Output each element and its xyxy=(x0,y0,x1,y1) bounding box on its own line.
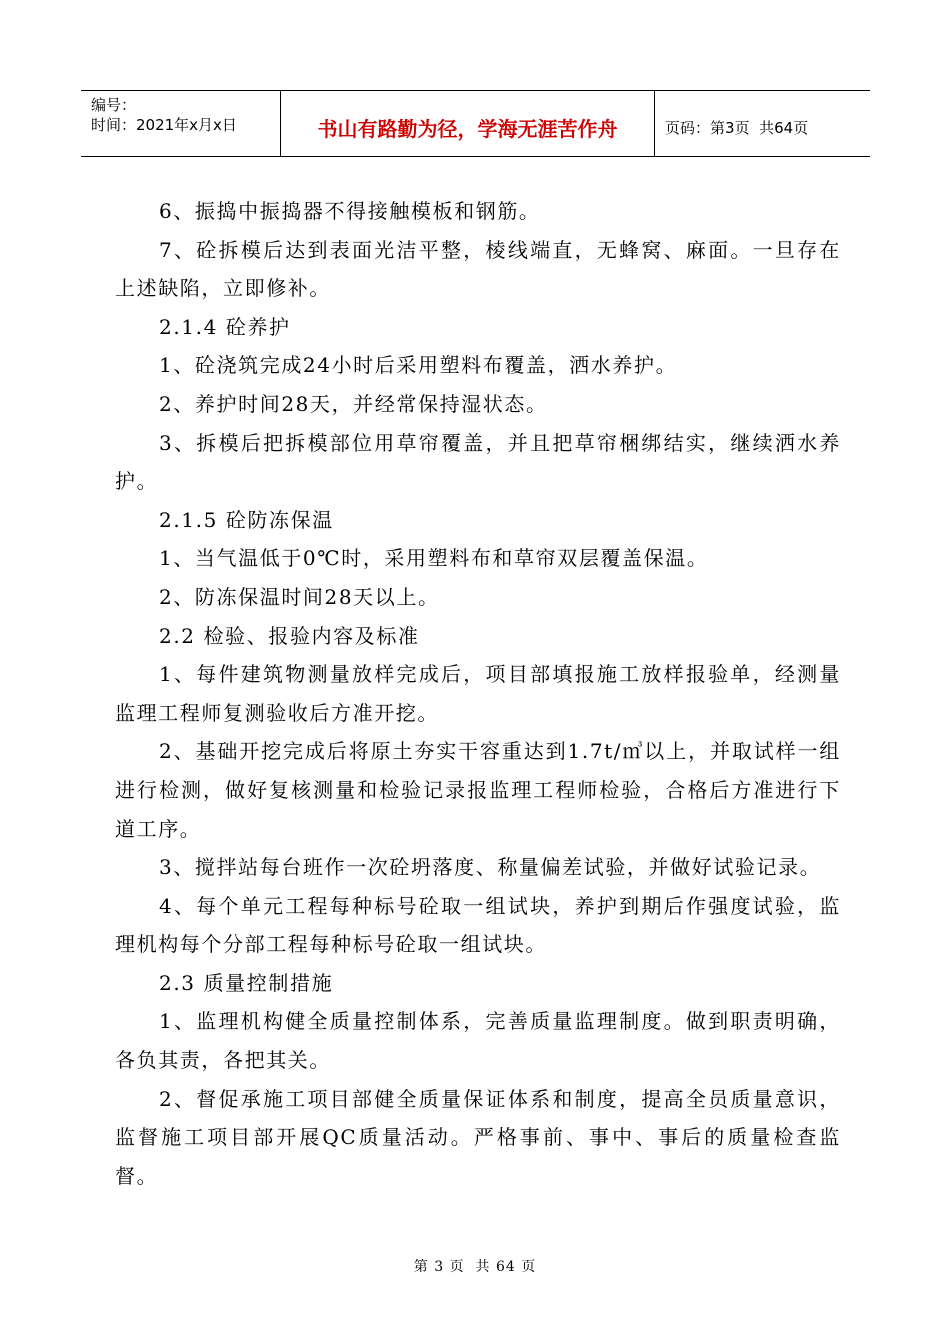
header-page-prefix: 页码：第 xyxy=(665,119,726,137)
footer-prefix: 第 xyxy=(413,1259,429,1275)
paragraph: 3、拆模后把拆模部位用草帘覆盖，并且把草帘梱绑结实，继续洒水养护。 xyxy=(115,430,841,494)
section-heading: 2.1.5 砼防冻保温 xyxy=(159,507,334,532)
document-time: 时间：2021年x月x日 xyxy=(91,116,237,134)
section-heading: 2.1.4 砼养护 xyxy=(159,314,291,339)
section-heading: 2.3 质量控制措施 xyxy=(159,970,334,995)
paragraph: 1、砼浇筑完成24小时后采用塑料布覆盖，洒水养护。 xyxy=(159,353,678,378)
document-number-label: 编号： xyxy=(91,96,137,114)
header-meta xyxy=(81,91,281,156)
paragraph: 2、基础开挖完成后将原土夯实干容重达到1.7t/㎥以上，并取试样一组进行检测，做好复核测量和检验记录报监理工程师检验，合格后方准进行下道工序。 xyxy=(115,739,841,841)
page-footer xyxy=(0,1256,950,1276)
paragraph: 3、搅拌站每台班作一次砼坍落度、称量偏差试验，并做好试验记录。 xyxy=(159,855,822,880)
header-page-number xyxy=(655,91,870,156)
paragraph: 4、每个单元工程每种标号砼取一组试块，养护到期后作强度试验，监理机构每个分部工程每种标号砼取一组试块。 xyxy=(115,893,841,957)
paragraph: 2、督促承施工项目部健全质量保证体系和制度，提高全员质量意识，监督施工项目部开展QC质量活动。严格事前、事中、事后的质量检查监督。 xyxy=(115,1086,841,1188)
section-heading: 2.2 检验、报验内容及标准 xyxy=(159,623,420,648)
paragraph: 6、振捣中振捣器不得接触模板和钢筋。 xyxy=(159,199,541,223)
footer-mid: 页 共 xyxy=(449,1259,491,1275)
footer-total-pages: 64 xyxy=(495,1259,516,1275)
page-header xyxy=(81,90,870,157)
body-text xyxy=(115,192,841,1195)
paragraph: 2、养护时间28天，并经常保持湿状态。 xyxy=(159,391,548,416)
header-page-current: 3 xyxy=(725,118,735,137)
header-motto: 书山有路勤为径，学海无涯苦作舟 xyxy=(281,91,655,156)
footer-current-page: 3 xyxy=(434,1259,445,1275)
paragraph: 1、监理机构健全质量控制体系，完善质量监理制度。做到职责明确，各负其责，各把其关。 xyxy=(115,1009,841,1073)
header-page-total: 64 xyxy=(774,118,794,137)
paragraph: 1、当气温低于0℃时，采用塑料布和草帘双层覆盖保温。 xyxy=(159,546,709,571)
header-page-mid: 页 共 xyxy=(734,119,775,137)
paragraph: 2、防冻保温时间28天以上。 xyxy=(159,584,440,609)
paragraph: 1、每件建筑物测量放样完成后，项目部填报施工放样报验单，经测量监理工程师复测验收后方准开挖。 xyxy=(115,662,841,725)
header-page-suffix: 页 xyxy=(793,119,809,137)
footer-suffix: 页 xyxy=(521,1259,537,1275)
paragraph: 7、砼拆模后达到表面光洁平整，棱线端直，无蜂窝、麻面。一旦存在上述缺陷，立即修补。 xyxy=(115,237,841,301)
